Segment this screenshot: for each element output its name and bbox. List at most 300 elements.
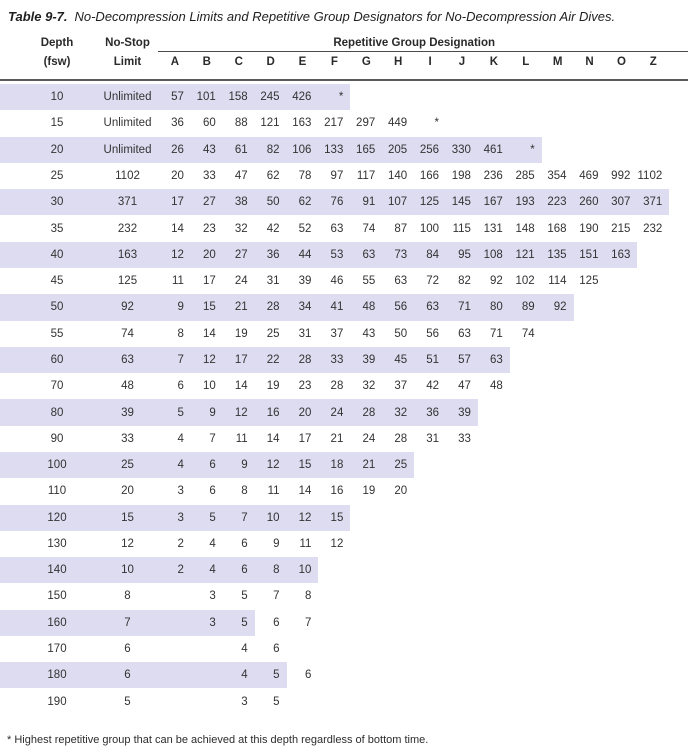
group-cell: 260 bbox=[574, 189, 606, 215]
group-cell: * bbox=[318, 84, 350, 110]
group-cell bbox=[191, 662, 223, 688]
group-cell bbox=[605, 426, 637, 452]
group-cell: 9 bbox=[223, 452, 255, 478]
depth-cell: 10 bbox=[0, 84, 96, 110]
group-cell: 25 bbox=[266, 327, 280, 340]
group-cell: 3 bbox=[177, 485, 184, 498]
group-cell bbox=[478, 478, 510, 504]
depth-cell: 25 bbox=[50, 169, 64, 182]
group-cell bbox=[637, 84, 669, 110]
group-cell bbox=[478, 110, 510, 136]
group-cell: 307 bbox=[605, 189, 637, 215]
limit-cell: 232 bbox=[117, 222, 138, 235]
group-cell: 26 bbox=[159, 137, 191, 163]
group-cell: 330 bbox=[446, 137, 478, 163]
table-caption bbox=[8, 9, 684, 24]
group-cell: 17 bbox=[223, 347, 255, 373]
limit-cell: 6 bbox=[96, 662, 159, 688]
group-cell bbox=[574, 426, 606, 452]
group-cell: 61 bbox=[223, 137, 255, 163]
group-cell bbox=[382, 531, 414, 557]
group-cell: 47 bbox=[234, 169, 248, 182]
group-cell bbox=[446, 84, 478, 110]
table-row bbox=[0, 583, 688, 609]
group-cell bbox=[478, 426, 510, 452]
group-cell: 4 bbox=[223, 662, 255, 688]
group-cell: 10 bbox=[255, 505, 287, 531]
group-cell bbox=[637, 321, 669, 347]
group-cell bbox=[637, 557, 669, 583]
depth-cell: 55 bbox=[50, 327, 64, 340]
group-cell: 7 bbox=[223, 505, 255, 531]
group-cell: 10 bbox=[202, 380, 216, 393]
group-cell: 50 bbox=[394, 327, 408, 340]
group-cell: 4 bbox=[177, 432, 184, 445]
group-cell bbox=[574, 110, 606, 136]
group-cell bbox=[510, 531, 542, 557]
group-cell: 165 bbox=[350, 137, 382, 163]
group-cell bbox=[542, 373, 574, 399]
group-cell: 23 bbox=[298, 380, 312, 393]
group-cell bbox=[350, 531, 382, 557]
group-cell bbox=[637, 505, 669, 531]
group-cell bbox=[478, 583, 510, 609]
group-cell: 3 bbox=[241, 695, 248, 708]
group-cell bbox=[542, 321, 574, 347]
group-cell bbox=[414, 636, 446, 662]
limit-cell: 8 bbox=[124, 590, 131, 603]
group-cell: 6 bbox=[177, 380, 184, 393]
group-cell: 92 bbox=[490, 275, 503, 288]
group-cell: 38 bbox=[223, 189, 255, 215]
group-cell bbox=[350, 84, 382, 110]
limit-cell: 6 bbox=[124, 643, 131, 656]
group-cell bbox=[637, 110, 669, 136]
group-cell bbox=[637, 294, 669, 320]
limit-cell: 48 bbox=[121, 380, 134, 393]
group-cell: 91 bbox=[350, 189, 382, 215]
group-column-header: D bbox=[266, 56, 275, 68]
group-cell: 8 bbox=[305, 590, 312, 603]
depth-cell: 130 bbox=[47, 537, 67, 550]
group-cell: 28 bbox=[394, 432, 408, 445]
depth-cell: 190 bbox=[47, 695, 67, 708]
group-cell: 41 bbox=[318, 294, 350, 320]
group-cell: 5 bbox=[255, 662, 287, 688]
table-row bbox=[0, 294, 688, 320]
limit-cell: 12 bbox=[121, 537, 134, 550]
repetitive-group-header: Repetitive Group Designation bbox=[333, 37, 496, 49]
table-number: Table 9-7. bbox=[8, 9, 68, 24]
group-cell bbox=[605, 399, 637, 425]
group-cell: 33 bbox=[458, 432, 471, 445]
group-cell bbox=[446, 531, 478, 557]
group-cell bbox=[446, 452, 478, 478]
group-cell: 4 bbox=[159, 452, 191, 478]
group-column-header: B bbox=[202, 56, 211, 68]
group-cell: 80 bbox=[478, 294, 510, 320]
group-cell: 37 bbox=[330, 327, 344, 340]
group-cell: 108 bbox=[478, 242, 510, 268]
group-cell: 73 bbox=[382, 242, 414, 268]
group-cell bbox=[191, 688, 223, 714]
group-cell: 33 bbox=[202, 169, 216, 182]
group-cell: 31 bbox=[426, 432, 440, 445]
table-body bbox=[0, 84, 688, 715]
group-cell bbox=[605, 531, 637, 557]
group-cell: 63 bbox=[350, 242, 382, 268]
group-cell: 125 bbox=[414, 189, 446, 215]
group-cell: 7 bbox=[273, 590, 280, 603]
group-cell bbox=[542, 399, 574, 425]
group-cell: 14 bbox=[266, 432, 280, 445]
group-cell: 106 bbox=[287, 137, 319, 163]
group-cell: 354 bbox=[547, 169, 567, 182]
limit-cell: 1102 bbox=[115, 169, 140, 182]
group-cell bbox=[637, 242, 669, 268]
group-cell bbox=[382, 84, 414, 110]
group-cell: 74 bbox=[521, 327, 535, 340]
group-cell: 97 bbox=[330, 169, 344, 182]
footnote: * Highest repetitive group that can be achieved at this depth regardless of bottom time. bbox=[7, 734, 429, 746]
group-cell: 87 bbox=[394, 222, 408, 235]
group-cell: 62 bbox=[287, 189, 319, 215]
group-cell: 15 bbox=[287, 452, 319, 478]
group-cell: 60 bbox=[202, 117, 216, 130]
group-cell: 198 bbox=[451, 169, 471, 182]
group-cell: 133 bbox=[318, 137, 350, 163]
limit-cell: Unlimited bbox=[103, 117, 152, 130]
depth-cell: 60 bbox=[0, 347, 96, 373]
table-row bbox=[0, 610, 688, 636]
group-cell bbox=[382, 583, 414, 609]
group-cell: 27 bbox=[223, 242, 255, 268]
group-cell: 205 bbox=[382, 137, 414, 163]
group-column-header: I bbox=[428, 56, 432, 68]
group-cell: 17 bbox=[159, 189, 191, 215]
group-cell: 9 bbox=[273, 537, 280, 550]
group-cell: 24 bbox=[234, 275, 248, 288]
table-row bbox=[0, 137, 688, 163]
group-cell bbox=[637, 583, 669, 609]
group-cell: 89 bbox=[510, 294, 542, 320]
group-cell bbox=[478, 452, 510, 478]
group-cell bbox=[159, 610, 191, 636]
group-cell bbox=[637, 137, 669, 163]
group-cell bbox=[382, 636, 414, 662]
group-cell bbox=[446, 688, 478, 714]
group-cell: 18 bbox=[318, 452, 350, 478]
group-cell: 121 bbox=[260, 117, 280, 130]
group-cell: 32 bbox=[362, 380, 376, 393]
group-cell bbox=[605, 373, 637, 399]
table-row bbox=[0, 347, 688, 373]
group-cell bbox=[574, 531, 606, 557]
group-cell bbox=[510, 399, 542, 425]
group-cell: 102 bbox=[515, 275, 535, 288]
group-cell bbox=[414, 84, 446, 110]
group-cell bbox=[574, 662, 606, 688]
group-cell bbox=[350, 610, 382, 636]
group-cell bbox=[574, 137, 606, 163]
group-cell bbox=[414, 610, 446, 636]
header-divider-rule bbox=[0, 79, 688, 81]
group-cell bbox=[446, 583, 478, 609]
group-cell: 14 bbox=[234, 380, 248, 393]
group-column-header: M bbox=[552, 56, 563, 68]
group-cell bbox=[478, 610, 510, 636]
group-cell: 6 bbox=[191, 452, 223, 478]
group-cell bbox=[637, 531, 669, 557]
depth-cell: 40 bbox=[0, 242, 96, 268]
group-cell bbox=[287, 636, 319, 662]
group-cell: 12 bbox=[255, 452, 287, 478]
no-stop-header: No-Stop bbox=[105, 37, 150, 49]
group-cell bbox=[191, 636, 223, 662]
group-cell: 19 bbox=[362, 485, 376, 498]
group-cell bbox=[605, 294, 637, 320]
group-cell bbox=[318, 610, 350, 636]
group-cell bbox=[510, 505, 542, 531]
group-cell: 14 bbox=[298, 485, 312, 498]
table-row bbox=[0, 163, 688, 189]
group-cell bbox=[414, 688, 446, 714]
group-letter-headers bbox=[159, 56, 669, 68]
group-cell bbox=[605, 110, 637, 136]
depth-cell: 20 bbox=[0, 137, 96, 163]
group-cell bbox=[574, 557, 606, 583]
group-cell bbox=[605, 662, 637, 688]
group-cell bbox=[350, 583, 382, 609]
group-cell bbox=[542, 426, 574, 452]
group-cell: 55 bbox=[362, 275, 376, 288]
group-cell bbox=[318, 688, 350, 714]
group-cell bbox=[510, 110, 542, 136]
group-cell bbox=[159, 583, 191, 609]
depth-cell: 170 bbox=[47, 643, 67, 656]
group-cell: 56 bbox=[426, 327, 440, 340]
group-cell: 31 bbox=[298, 327, 312, 340]
group-column-header: F bbox=[330, 56, 338, 68]
group-cell: 71 bbox=[490, 327, 503, 340]
group-cell: 48 bbox=[350, 294, 382, 320]
group-cell: 245 bbox=[255, 84, 287, 110]
group-cell: 2 bbox=[177, 537, 184, 550]
group-cell: 74 bbox=[362, 222, 376, 235]
group-cell bbox=[446, 110, 478, 136]
group-cell: 25 bbox=[382, 452, 414, 478]
group-cell bbox=[574, 452, 606, 478]
limit-header: Limit bbox=[113, 56, 142, 68]
group-cell bbox=[605, 268, 637, 294]
group-cell: 34 bbox=[287, 294, 319, 320]
group-cell bbox=[605, 452, 637, 478]
group-cell: 232 bbox=[643, 222, 663, 235]
table-title-text: No-Decompression Limits and Repetitive Group Designators for No-Decompression Air Dives. bbox=[74, 9, 616, 24]
group-cell: 7 bbox=[209, 432, 216, 445]
group-cell: 20 bbox=[171, 169, 184, 182]
group-cell bbox=[637, 478, 669, 504]
group-cell: 28 bbox=[350, 399, 382, 425]
group-cell: 8 bbox=[241, 485, 248, 498]
limit-cell: 20 bbox=[121, 485, 134, 498]
group-cell: 39 bbox=[350, 347, 382, 373]
table-row bbox=[0, 478, 688, 504]
group-cell: 12 bbox=[287, 505, 319, 531]
group-cell: 92 bbox=[542, 294, 574, 320]
group-cell: 193 bbox=[510, 189, 542, 215]
group-cell bbox=[637, 452, 669, 478]
group-cell: 461 bbox=[478, 137, 510, 163]
group-cell: 256 bbox=[414, 137, 446, 163]
group-cell: 140 bbox=[387, 169, 408, 182]
group-cell bbox=[510, 478, 542, 504]
group-cell bbox=[414, 531, 446, 557]
group-cell bbox=[637, 688, 669, 714]
group-cell bbox=[382, 505, 414, 531]
group-cell: 20 bbox=[287, 399, 319, 425]
group-cell bbox=[605, 84, 637, 110]
group-cell: 167 bbox=[478, 189, 510, 215]
group-cell: 63 bbox=[414, 294, 446, 320]
depth-cell: 15 bbox=[50, 117, 64, 130]
group-cell bbox=[605, 137, 637, 163]
group-cell bbox=[637, 373, 669, 399]
depth-cell: 100 bbox=[0, 452, 96, 478]
group-cell bbox=[510, 347, 542, 373]
group-cell: 190 bbox=[579, 222, 599, 235]
group-column-header: E bbox=[298, 56, 307, 68]
group-cell: 168 bbox=[547, 222, 567, 235]
group-cell: 12 bbox=[159, 242, 191, 268]
depth-cell: 45 bbox=[50, 275, 64, 288]
depth-cell: 90 bbox=[50, 432, 64, 445]
group-cell bbox=[478, 662, 510, 688]
group-cell: 71 bbox=[446, 294, 478, 320]
group-cell bbox=[510, 557, 542, 583]
group-cell bbox=[574, 636, 606, 662]
depth-cell: 30 bbox=[0, 189, 96, 215]
group-cell bbox=[382, 662, 414, 688]
group-cell: 6 bbox=[273, 616, 280, 629]
depth-cell: 120 bbox=[0, 505, 96, 531]
group-cell bbox=[382, 610, 414, 636]
group-cell bbox=[605, 636, 637, 662]
group-cell: 46 bbox=[330, 275, 344, 288]
group-cell: 48 bbox=[490, 380, 503, 393]
group-cell: 84 bbox=[414, 242, 446, 268]
group-cell bbox=[414, 662, 446, 688]
group-cell bbox=[605, 321, 637, 347]
table-row bbox=[0, 426, 688, 452]
group-cell: 148 bbox=[515, 222, 535, 235]
group-cell: 36 bbox=[171, 117, 184, 130]
group-cell bbox=[382, 688, 414, 714]
group-cell: 6 bbox=[305, 669, 312, 682]
limit-cell: Unlimited bbox=[96, 84, 159, 110]
group-cell: 16 bbox=[255, 399, 287, 425]
group-cell: 158 bbox=[223, 84, 255, 110]
group-cell: 992 bbox=[611, 169, 631, 182]
group-cell: 7 bbox=[159, 347, 191, 373]
group-cell bbox=[637, 426, 669, 452]
group-cell bbox=[510, 610, 542, 636]
depth-cell: 150 bbox=[47, 590, 67, 603]
table-row bbox=[0, 399, 688, 425]
limit-cell: 74 bbox=[121, 327, 134, 340]
depth-unit-header: (fsw) bbox=[43, 56, 71, 68]
group-cell bbox=[574, 321, 606, 347]
table-row bbox=[0, 84, 688, 110]
table-row bbox=[0, 110, 688, 136]
group-cell: 11 bbox=[171, 275, 184, 288]
group-cell: 7 bbox=[305, 616, 312, 629]
group-cell: 223 bbox=[542, 189, 574, 215]
group-cell: 39 bbox=[298, 275, 312, 288]
group-cell: 285 bbox=[515, 169, 535, 182]
group-cell bbox=[542, 662, 574, 688]
group-cell: 63 bbox=[394, 275, 408, 288]
group-cell: 4 bbox=[191, 557, 223, 583]
group-cell bbox=[510, 452, 542, 478]
table-row bbox=[0, 557, 688, 583]
limit-cell: 15 bbox=[96, 505, 159, 531]
group-cell bbox=[446, 636, 478, 662]
group-cell bbox=[605, 505, 637, 531]
group-cell: 16 bbox=[330, 485, 344, 498]
group-cell: 42 bbox=[426, 380, 440, 393]
group-cell bbox=[574, 688, 606, 714]
group-column-header: Z bbox=[649, 56, 657, 68]
group-cell: 19 bbox=[234, 327, 248, 340]
limit-cell: 10 bbox=[96, 557, 159, 583]
limit-cell: 7 bbox=[96, 610, 159, 636]
group-cell: 4 bbox=[209, 537, 216, 550]
header-row-bottom bbox=[0, 54, 688, 70]
group-cell: 56 bbox=[382, 294, 414, 320]
depth-cell: 160 bbox=[0, 610, 96, 636]
group-cell bbox=[605, 583, 637, 609]
group-cell: 20 bbox=[191, 242, 223, 268]
group-cell: 52 bbox=[298, 222, 312, 235]
group-cell: 17 bbox=[298, 432, 312, 445]
group-column-header: N bbox=[585, 56, 594, 68]
group-column-header: L bbox=[522, 56, 530, 68]
group-cell: 6 bbox=[273, 643, 280, 656]
group-cell: 6 bbox=[223, 557, 255, 583]
group-cell bbox=[542, 137, 574, 163]
group-cell: 8 bbox=[255, 557, 287, 583]
group-cell: 215 bbox=[611, 222, 631, 235]
group-cell bbox=[574, 347, 606, 373]
group-cell: 14 bbox=[202, 327, 216, 340]
group-cell bbox=[542, 347, 574, 373]
group-cell: 32 bbox=[234, 222, 248, 235]
group-column-header: K bbox=[489, 56, 498, 68]
group-cell: 62 bbox=[266, 169, 280, 182]
group-cell: 32 bbox=[382, 399, 414, 425]
table-row bbox=[0, 242, 688, 268]
group-cell: 145 bbox=[446, 189, 478, 215]
group-cell bbox=[510, 426, 542, 452]
group-cell bbox=[542, 610, 574, 636]
group-cell: 47 bbox=[458, 380, 471, 393]
group-cell: 19 bbox=[266, 380, 280, 393]
depth-cell: 110 bbox=[47, 485, 67, 498]
group-cell: 21 bbox=[223, 294, 255, 320]
group-cell bbox=[414, 505, 446, 531]
group-cell bbox=[446, 610, 478, 636]
